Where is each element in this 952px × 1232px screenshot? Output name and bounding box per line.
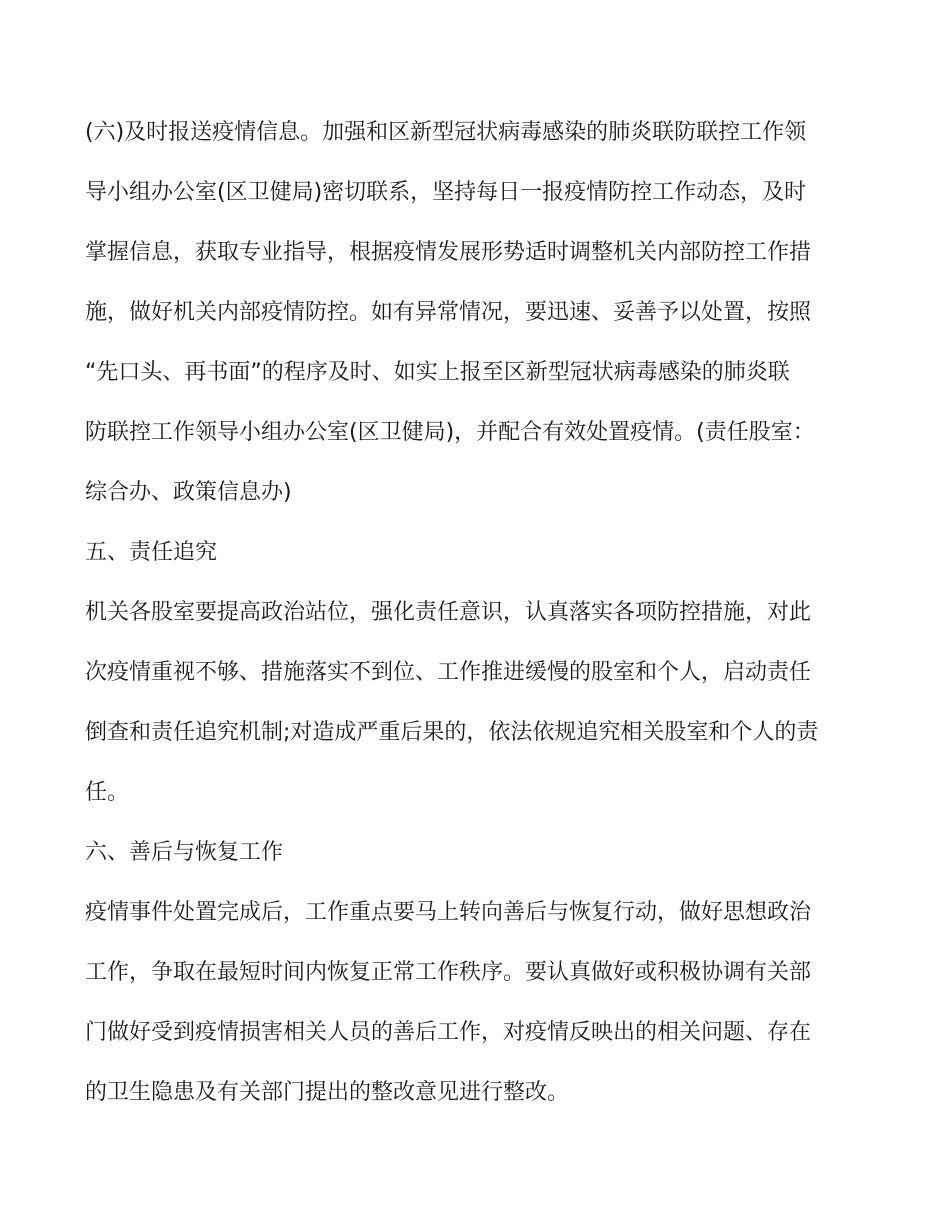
paragraph-recovery-line-1: 疫情事件处置完成后，工作重点要马上转向善后与恢复行动，做好思想政治 [85,900,812,925]
paragraph-reporting-line-2: 导小组办公室(区卫健局)密切联系，坚持每日一报疫情防控工作动态，及时 [85,180,807,205]
paragraph-recovery-line-4: 的卫生隐患及有关部门提出的整改意见进行整改。 [85,1080,570,1105]
paragraph-reporting-line-5: “先口头、再书面”的程序及时、如实上报至区新型冠状病毒感染的肺炎联 [85,360,790,385]
paragraph-accountability-line-4: 任。 [85,780,130,805]
paragraph-reporting-line-7: 综合办、政策信息办) [85,480,292,505]
paragraph-accountability-line-1: 机关各股室要提高政治站位，强化责任意识，认真落实各项防控措施，对此 [85,600,812,625]
paragraph-recovery-line-3: 门做好受到疫情损害相关人员的善后工作，对疫情反映出的相关问题、存在 [85,1020,812,1045]
paragraph-accountability-line-3: 倒查和责任追究机制;对造成严重后果的，依法依规追究相关股室和个人的责 [85,720,819,745]
paragraph-reporting-line-3: 掌握信息，获取专业指导，根据疫情发展形势适时调整机关内部防控工作措 [85,240,812,265]
paragraph-reporting-line-4: 施，做好机关内部疫情防控。如有异常情况，要迅速、妥善予以处置，按照 [85,300,812,325]
section-heading-recovery: 六、善后与恢复工作 [85,840,284,865]
paragraph-accountability-line-2: 次疫情重视不够、措施落实不到位、工作推进缓慢的股室和个人，启动责任 [85,660,812,685]
paragraph-recovery-line-2: 工作，争取在最短时间内恢复正常工作秩序。要认真做好或积极协调有关部 [85,960,812,985]
paragraph-reporting-line-6: 防联控工作领导小组办公室(区卫健局)，并配合有效处置疫情。(责任股室： [85,420,815,445]
section-heading-accountability: 五、责任追究 [85,540,218,565]
paragraph-reporting-line-1: (六)及时报送疫情信息。加强和区新型冠状病毒感染的肺炎联防联控工作领 [85,120,807,145]
